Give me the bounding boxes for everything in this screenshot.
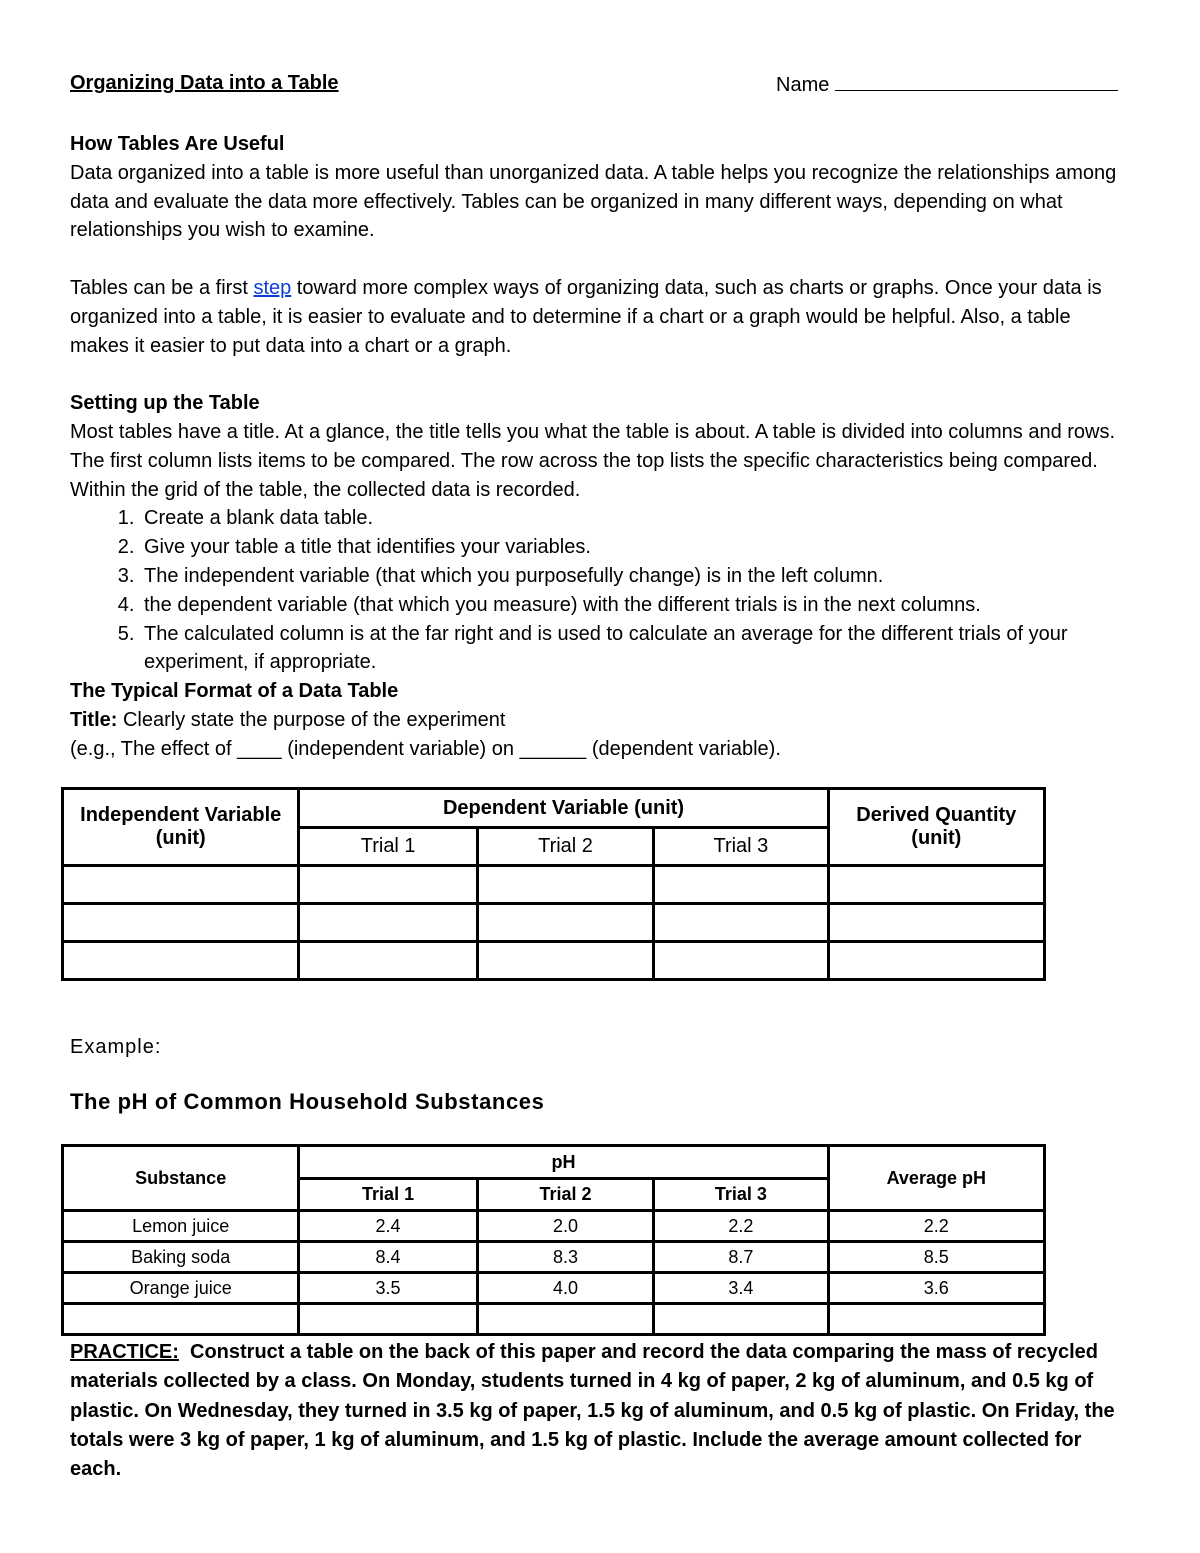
trial-header: Trial 3 xyxy=(654,828,828,866)
empty-cell[interactable] xyxy=(477,1304,653,1335)
table-row xyxy=(63,1273,1045,1304)
average-cell: 8.5 xyxy=(828,1242,1044,1273)
title-text: Clearly state the purpose of the experiment xyxy=(117,708,506,731)
average-cell: 3.6 xyxy=(828,1273,1044,1304)
empty-cell[interactable] xyxy=(299,1304,477,1335)
table-row xyxy=(63,1211,1045,1242)
average-cell: 2.2 xyxy=(828,1211,1044,1242)
empty-cell[interactable] xyxy=(299,904,477,942)
substance-cell: Orange juice xyxy=(63,1273,299,1304)
average-ph-header: Average pH xyxy=(828,1146,1044,1211)
empty-cell[interactable] xyxy=(477,904,653,942)
empty-cell[interactable] xyxy=(654,904,828,942)
example-table-title: The pH of Common Household Substances xyxy=(70,1089,545,1114)
name-blank-line[interactable] xyxy=(835,72,1118,91)
value-cell: 8.3 xyxy=(477,1242,653,1273)
paragraph-useful: Data organized into a table is more useful than unorganized data. A table helps you recognize the relationships among data and evaluate the data more effectively. Tables can be organized in many different ways, depending on what relationships you wish to examine. xyxy=(70,161,1117,242)
list-item: 3. The independent variable (that which you purposefully change) is in the left column. xyxy=(140,562,1130,591)
ph-example-table xyxy=(61,1144,1046,1336)
template-data-table xyxy=(61,787,1046,981)
empty-cell[interactable] xyxy=(63,866,299,904)
independent-variable-header: Independent Variable (unit) xyxy=(63,789,299,866)
paragraph-first-step xyxy=(70,274,1130,360)
substance-header: Substance xyxy=(63,1146,299,1211)
spacer xyxy=(70,245,1130,274)
empty-cell[interactable] xyxy=(477,942,653,980)
list-item: 4. the dependent variable (that which you measure) with the different trials is in the next columns. xyxy=(140,591,1130,620)
empty-cell[interactable] xyxy=(63,904,299,942)
practice-text: Construct a table on the back of this paper and record the data comparing the mass of recycled materials collected by a class. On Monday, students turned in 4 kg of paper, 2 kg of aluminum, and 0.5 kg of plastic. On Wednesday, they turned in 3.5 kg of paper, 1.5 kg of aluminum, and 0.5 kg of plastic. On Friday, the totals were 3 kg of paper, 1 kg of aluminum, and 1.5 kg of plastic. Include the average amount collected for each. xyxy=(70,1341,1121,1481)
document-title: Organizing Data into a Table xyxy=(70,72,339,94)
empty-cell[interactable] xyxy=(299,866,477,904)
empty-cell[interactable] xyxy=(477,866,653,904)
section-heading-format: The Typical Format of a Data Table xyxy=(70,680,399,703)
value-cell: 2.4 xyxy=(299,1211,477,1242)
steps-list xyxy=(70,504,1130,677)
practice-label: PRACTICE: xyxy=(70,1341,179,1363)
empty-cell[interactable] xyxy=(828,1304,1044,1335)
value-cell: 8.7 xyxy=(654,1242,828,1273)
list-item: 5. The calculated column is at the far right and is used to calculate an average for the different trials of your experiment, if appropriate. xyxy=(140,620,1130,678)
table-row xyxy=(63,866,1045,904)
value-cell: 2.0 xyxy=(477,1211,653,1242)
trial-header: Trial 1 xyxy=(299,1179,477,1211)
example-line: (e.g., The effect of ____ (independent variable) on ______ (dependent variable). xyxy=(70,737,781,760)
empty-cell[interactable] xyxy=(828,904,1044,942)
text-span: toward more complex ways of organizing data, such as charts or graphs. Once your data is organized into a table, it is easier to evaluate and to determine if a chart or a graph would be helpful. Also, a table makes it easier to put data into a chart or a graph. xyxy=(70,276,1102,357)
step-link[interactable]: step xyxy=(253,276,292,299)
table-row xyxy=(63,1304,1045,1335)
example-label: Example: xyxy=(70,1036,162,1058)
empty-cell[interactable] xyxy=(654,866,828,904)
text-span: Tables can be a first xyxy=(70,276,254,299)
value-cell: 3.4 xyxy=(654,1273,828,1304)
trial-header: Trial 1 xyxy=(299,828,477,866)
empty-cell[interactable] xyxy=(828,866,1044,904)
empty-cell[interactable] xyxy=(63,1304,299,1335)
empty-cell[interactable] xyxy=(654,942,828,980)
empty-cell[interactable] xyxy=(654,1304,828,1335)
empty-cell[interactable] xyxy=(828,942,1044,980)
section-heading-useful: How Tables Are Useful xyxy=(70,133,285,155)
table-row xyxy=(63,904,1045,942)
empty-cell[interactable] xyxy=(299,942,477,980)
practice-paragraph xyxy=(70,1338,1130,1484)
table-row xyxy=(63,1242,1045,1273)
value-cell: 2.2 xyxy=(654,1211,828,1242)
name-label: Name xyxy=(776,74,830,96)
paragraph-setup: Most tables have a title. At a glance, the title tells you what the table is about. A table is divided into columns and rows. The first column lists items to be compared. The row across the top lists the specific characteristics being compared. Within the grid of the table, the collected data is recorded. xyxy=(70,420,1116,501)
trial-header: Trial 2 xyxy=(477,828,653,866)
dependent-variable-header: Dependent Variable (unit) xyxy=(299,789,828,828)
value-cell: 4.0 xyxy=(477,1273,653,1304)
section-heading-setup: Setting up the Table xyxy=(70,392,260,415)
substance-cell: Baking soda xyxy=(63,1242,299,1273)
title-label: Title: xyxy=(70,708,118,731)
value-cell: 3.5 xyxy=(299,1273,477,1304)
name-field[interactable] xyxy=(776,72,1118,97)
ph-header: pH xyxy=(299,1146,828,1179)
derived-quantity-header: Derived Quantity (unit) xyxy=(828,789,1044,866)
table-row xyxy=(63,942,1045,980)
trial-header: Trial 2 xyxy=(477,1179,653,1211)
empty-cell[interactable] xyxy=(63,942,299,980)
trial-header: Trial 3 xyxy=(654,1179,828,1211)
body-text xyxy=(70,130,1130,764)
document-header xyxy=(70,72,1130,95)
list-item: 1. Create a blank data table. xyxy=(140,504,1130,533)
value-cell: 8.4 xyxy=(299,1242,477,1273)
spacer xyxy=(70,360,1130,389)
substance-cell: Lemon juice xyxy=(63,1211,299,1242)
list-item: 2. Give your table a title that identifies your variables. xyxy=(140,533,1130,562)
title-instruction xyxy=(70,706,1130,735)
